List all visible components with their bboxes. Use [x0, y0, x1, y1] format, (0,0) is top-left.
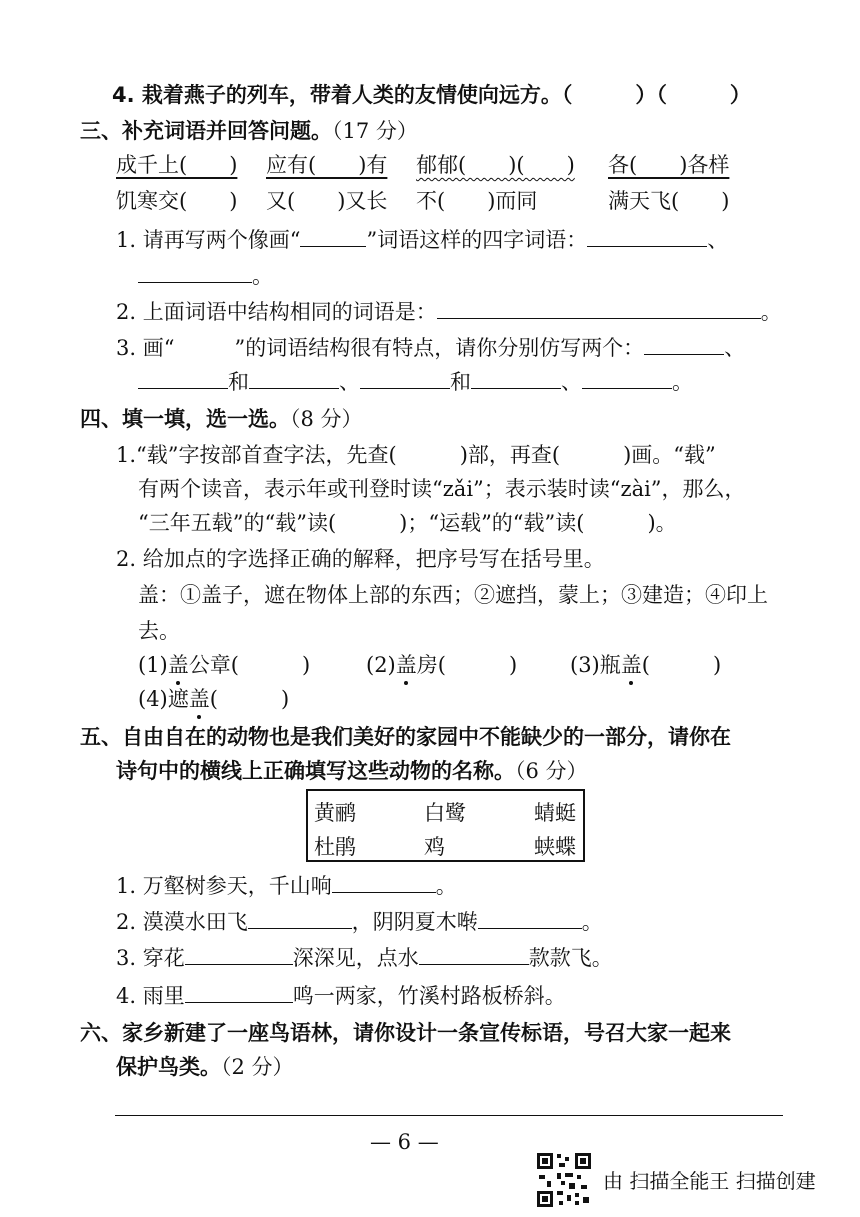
word-2: 应有( )有	[266, 153, 388, 177]
answer-blank[interactable]	[437, 296, 761, 319]
answer-blank[interactable]	[644, 332, 724, 355]
section-5-score: （6 分）	[515, 759, 588, 783]
section-5-heading-1	[80, 722, 731, 752]
poem-2	[116, 906, 603, 937]
gai-option-1	[138, 650, 310, 680]
animal-word: 杜鹃	[314, 835, 356, 859]
answer-blank[interactable]	[471, 366, 561, 389]
poem-1	[116, 870, 457, 901]
answer-blank[interactable]	[587, 224, 707, 247]
answer-blank[interactable]	[185, 942, 293, 965]
option-text: ( )	[641, 653, 722, 677]
s4-l3-text: “三年五载”的“载”读( )；“运载”的“载”读( )。	[138, 511, 677, 535]
s4-line-3	[138, 508, 677, 538]
section-4-score: （8 分）	[290, 407, 363, 431]
s3-q2-end: 。	[760, 300, 782, 324]
gai-def-text: 盖：①盖子，遮在物体上部的东西；②遮挡，蒙上；③建造；④印上	[138, 583, 768, 607]
s3-question-3	[116, 332, 745, 363]
s3-q1-end: 。	[252, 264, 273, 288]
option-text: 公章( )	[188, 653, 311, 677]
option-text: ( )	[209, 687, 290, 711]
sep-text: 、	[339, 370, 360, 394]
answer-blank[interactable]	[478, 906, 582, 929]
answer-blank[interactable]	[582, 366, 672, 389]
wavy-blank	[174, 333, 234, 363]
word-7: 不( )而同	[416, 189, 538, 213]
dotted-char: 盖	[167, 653, 189, 677]
animal-word: 鸡	[424, 835, 445, 859]
option-number: (2)	[366, 653, 396, 677]
answer-blank[interactable]	[138, 260, 252, 283]
answer-blank[interactable]	[185, 980, 293, 1003]
word-row-1	[116, 150, 237, 180]
section-3-score: （17 分）	[332, 119, 418, 143]
q4-line	[112, 80, 751, 110]
option-number: (4)遮	[138, 687, 189, 711]
word-4: 各( )各样	[608, 153, 730, 177]
poem-end: 款款飞。	[528, 946, 613, 970]
poem-text: 1. 万壑树参天，千山响	[116, 874, 332, 898]
answer-blank[interactable]	[419, 942, 529, 965]
animal-word: 蛱蝶	[534, 835, 576, 859]
scanner-footer	[535, 1151, 855, 1211]
gai-def-text-2: 去。	[138, 619, 180, 643]
word-6-wrap	[266, 186, 387, 216]
s3-q3-sep: 、	[724, 336, 746, 360]
poem-end: 。	[581, 910, 603, 934]
scanner-caption: 由 扫描全能王 扫描创建	[603, 1169, 816, 1193]
s4-line-1	[116, 440, 716, 470]
word-8: 满天飞( )	[608, 189, 730, 213]
dotted-char: 盖	[188, 687, 210, 711]
answer-blank[interactable]	[138, 366, 228, 389]
gai-option-3	[570, 650, 721, 680]
poem-text: 3. 穿花	[116, 946, 185, 970]
gai-def-2	[138, 616, 180, 646]
section-3-title: 三、补充词语并回答问题。	[80, 119, 332, 143]
and-text: 和	[228, 370, 249, 394]
word-5-wrap	[116, 186, 237, 216]
section-6-heading-1	[80, 1018, 731, 1048]
end-text: 。	[672, 370, 693, 394]
word-8-wrap	[608, 186, 729, 216]
section-4-title: 四、填一填，选一选。	[80, 407, 290, 431]
s3-q3-text-a: 3. 画“	[116, 336, 175, 360]
section-6-title-1: 六、家乡新建了一座鸟语林，请你设计一条宣传标语，号召大家一起来	[80, 1021, 731, 1045]
answer-blank[interactable]	[300, 224, 366, 247]
s4-question-2	[116, 544, 605, 574]
answer-blank[interactable]	[332, 870, 436, 893]
gai-option-2	[366, 650, 517, 680]
option-number: (1)	[138, 653, 168, 677]
dotted-char: 盖	[620, 653, 642, 677]
dotted-char: 盖	[395, 653, 417, 677]
answer-blank[interactable]	[360, 366, 450, 389]
qr-code-icon	[535, 1151, 593, 1209]
word-4-wrap	[608, 150, 729, 180]
poem-text: 2. 漠漠水田飞	[116, 910, 248, 934]
animal-word: 黄鹂	[314, 801, 356, 825]
answer-line[interactable]	[115, 1115, 783, 1116]
s3-q3-text-b: ”的词语结构很有特点，请你分别仿写两个：	[234, 336, 645, 360]
answer-blank[interactable]	[249, 366, 339, 389]
poem-text: ，阴阴夏木啭	[351, 910, 478, 934]
answer-blank[interactable]	[248, 906, 352, 929]
section-3-heading	[80, 116, 418, 146]
section-5-title-1: 五、自由自在的动物也是我们美好的家园中不能缺少的一部分，请你在	[80, 725, 731, 749]
poem-end: 鸣一两家，竹溪村路板桥斜。	[292, 984, 566, 1008]
sep-text: 、	[561, 370, 582, 394]
gai-option-4	[138, 684, 289, 714]
s4-q2-text: 2. 给加点的字选择正确的解释，把序号写在括号里。	[116, 547, 605, 571]
option-number: (3)瓶	[570, 653, 621, 677]
word-3-wrap	[416, 150, 575, 180]
word-5: 饥寒交( )	[116, 189, 238, 213]
s3-q1-text-a: 1. 请再写两个像画“	[116, 228, 301, 252]
s3-question-1-cont	[138, 260, 273, 291]
s4-l1-text: 1.“载”字按部首查字法，先查( )部，再查( )画。“载”	[116, 443, 716, 467]
q4-text: 4. 栽着燕子的列车，带着人类的友情使向远方。（ ）（ ）	[112, 83, 751, 107]
s3-question-2	[116, 296, 782, 327]
gai-def-1	[138, 580, 768, 610]
poem-3	[116, 942, 613, 973]
section-5-title-2: 诗句中的横线上正确填写这些动物的名称。	[116, 759, 515, 783]
option-text: 房( )	[416, 653, 518, 677]
s4-l2-text: 有两个读音，表示年或刊登时读“zǎi”；表示装时读“zài”，那么，	[138, 477, 746, 501]
and-text: 和	[450, 370, 471, 394]
poem-text: 深深见，点水	[292, 946, 419, 970]
poem-text: 4. 雨里	[116, 984, 185, 1008]
page-number: — 6 —	[370, 1130, 439, 1154]
animal-word-box	[306, 789, 585, 862]
section-6-score: （2 分）	[221, 1055, 294, 1079]
s3-question-1	[116, 224, 728, 255]
word-6: 又( )又长	[266, 189, 388, 213]
animal-word: 白鹭	[424, 801, 466, 825]
s4-line-2	[138, 474, 746, 504]
s3-q1-sep: 、	[707, 228, 729, 252]
poem-end: 。	[435, 874, 457, 898]
section-5-heading-2	[116, 756, 588, 786]
section-4-heading	[80, 404, 363, 434]
word-2-wrap	[266, 150, 387, 180]
poem-4	[116, 980, 566, 1011]
s3-q1-text-b: ”词语这样的四字词语：	[366, 228, 588, 252]
section-6-title-2: 保护鸟类。	[116, 1055, 221, 1079]
word-1: 成千上( )	[116, 153, 238, 177]
word-3: 郁郁( )( )	[416, 153, 575, 177]
word-7-wrap	[416, 186, 537, 216]
section-6-heading-2	[116, 1052, 294, 1082]
s3-q2-text: 2. 上面词语中结构相同的词语是：	[116, 300, 437, 324]
s3-question-3-cont	[138, 366, 693, 397]
animal-word: 蜻蜓	[534, 801, 576, 825]
